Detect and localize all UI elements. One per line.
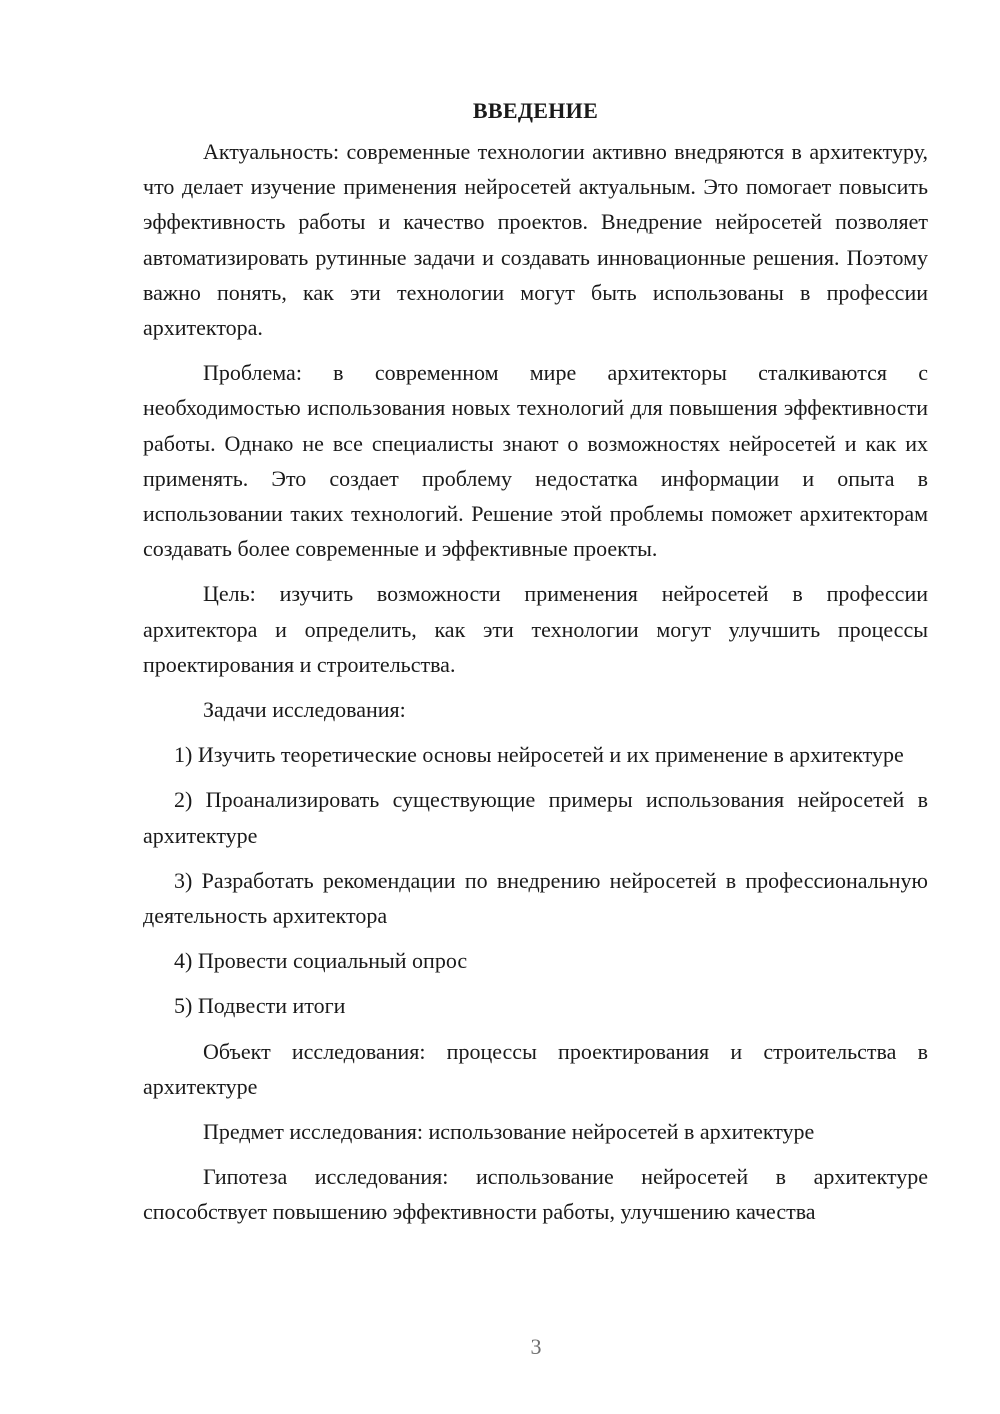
object-paragraph: Объект исследования: процессы проектирования и строительства в архитектуре bbox=[143, 1038, 928, 1099]
goal-paragraph: Цель: изучить возможности применения нейросетей в профессии архитектора и определить, как эти технологии могут улучшить процессы проектирования и строительства. bbox=[143, 581, 928, 677]
page-number: 3 bbox=[530, 1334, 542, 1359]
subject-paragraph: Предмет исследования: использование нейросетей в архитектуре bbox=[203, 1119, 815, 1145]
task-item-2: 2) Проанализировать существующие примеры использования нейросетей в архитектуре bbox=[143, 787, 928, 848]
hypothesis-paragraph: Гипотеза исследования: использование нейросетей в архитектуре способствует повышению эффективности работы, улучшению качества bbox=[143, 1164, 928, 1225]
page-content bbox=[143, 96, 928, 1230]
task-item-5: 5) Подвести итоги bbox=[174, 993, 346, 1019]
problem-paragraph: Проблема: в современном мире архитекторы сталкиваются с необходимостью использования новых технологий для повышения эффективности работы. Однако не все специалисты знают о возможностях нейросетей и как их применять. Это создает проблему недостатка информации и опыта в использовании таких технологий. Решение этой проблемы поможет архитекторам создавать более современные и эффективные проекты. bbox=[143, 360, 928, 562]
relevance-paragraph: Актуальность: современные технологии активно внедряются в архитектуру, что делает изучение применения нейросетей актуальным. Это помогает повысить эффективность работы и качество проектов. Внедрение нейросетей позволяет автоматизировать рутинные задачи и создавать инновационные решения. Поэтому важно понять, как эти технологии могут быть использованы в профессии архитектора. bbox=[143, 139, 928, 341]
task-item-1: 1) Изучить теоретические основы нейросетей и их применение в архитектуре bbox=[174, 742, 904, 768]
tasks-heading: Задачи исследования: bbox=[203, 697, 406, 723]
task-item-3: 3) Разработать рекомендации по внедрению нейросетей в профессиональную деятельность архитектора bbox=[143, 867, 928, 929]
section-title: ВВЕДЕНИЕ bbox=[472, 98, 599, 123]
task-item-4: 4) Провести социальный опрос bbox=[174, 948, 468, 974]
